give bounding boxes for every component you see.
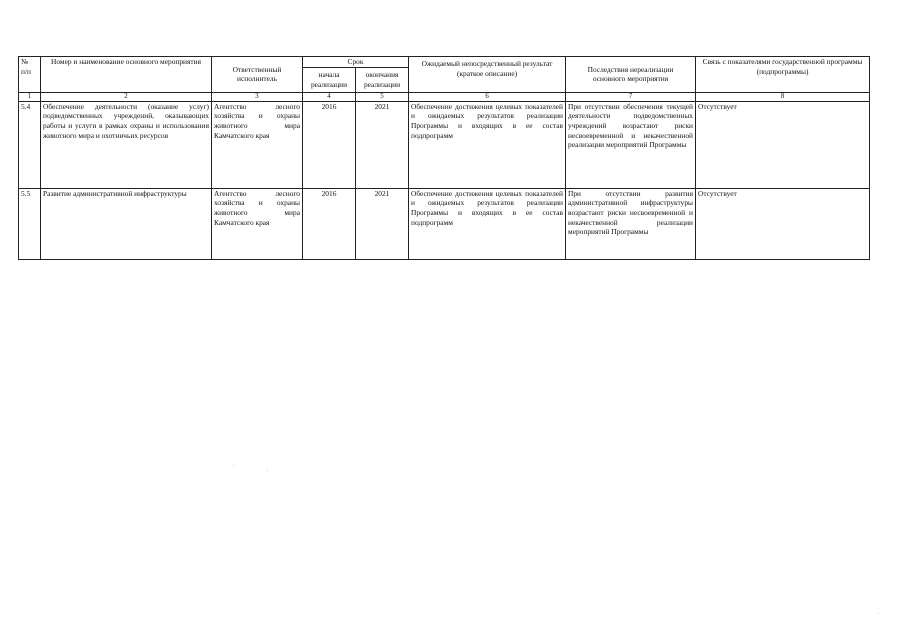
row-result: Обеспечение достижения целевых показателей и ожидаемых результатов реализации Программы и входящих в ее состав подпрограмм [409,101,566,188]
index-cell: 5 [356,92,409,101]
row-end: 2021 [356,188,409,259]
index-cell: 6 [409,92,566,101]
index-cell: 8 [696,92,870,101]
header-end: окончания реализации [356,67,409,92]
row-executor: Агентство лесного хозяйства и охраны животного мира Камчатского края [212,188,303,259]
header-executor: Ответственный исполнитель [212,57,303,93]
header-row [19,57,870,68]
header-consequences: Последствия нереализации основного мероприятия [566,57,696,93]
row-consequences: При отсутствии развития административной инфраструктуры возрастают риски несвоевременной и некачественной реализации мероприятий Программы [566,188,696,259]
row-link: Отсутствует [696,188,870,259]
header-name: Номер и наименование основного мероприятия [41,57,212,93]
index-row [19,92,870,101]
header-term: Срок [303,57,409,68]
row-name: Обеспечение деятельности (оказание услуг) подведомственных учреждений, оказывающих работы и услуги в рамках охраны и использования животного мира и охотничьих ресурсов [41,101,212,188]
index-cell: 7 [566,92,696,101]
row-num: 5.5 [19,188,41,259]
index-cell: 2 [41,92,212,101]
row-consequences: При отсутствии обеспечения текущей деятельности подведомственных учреждений возрастают риски несвоевременной и некачественной реализации мероприятий Программы [566,101,696,188]
header-start: начала реализации [303,67,356,92]
header-link: Связь с показателями государственной программы (подпрограммы) [696,57,870,93]
row-num: 5.4 [19,101,41,188]
table-row [19,188,870,259]
row-link: Отсутствует [696,101,870,188]
header-num: № п/п [19,57,41,93]
measures-table [18,56,870,260]
row-name: Развитие административной инфраструктуры [41,188,212,259]
row-start: 2016 [303,101,356,188]
header-result: Ожидаемый непосредственный результат (краткое описание) [409,57,566,93]
index-cell: 1 [19,92,41,101]
scan-speck: · [877,611,879,617]
index-cell: 3 [212,92,303,101]
scan-speck: · [266,468,268,474]
scan-speck: · [233,463,235,469]
row-result: Обеспечение достижения целевых показателей и ожидаемых результатов реализации Программы и входящих в ее состав подпрограмм [409,188,566,259]
row-end: 2021 [356,101,409,188]
table-row [19,101,870,188]
row-executor: Агентство лесного хозяйства и охраны животного мира Камчатского края [212,101,303,188]
row-start: 2016 [303,188,356,259]
index-cell: 4 [303,92,356,101]
